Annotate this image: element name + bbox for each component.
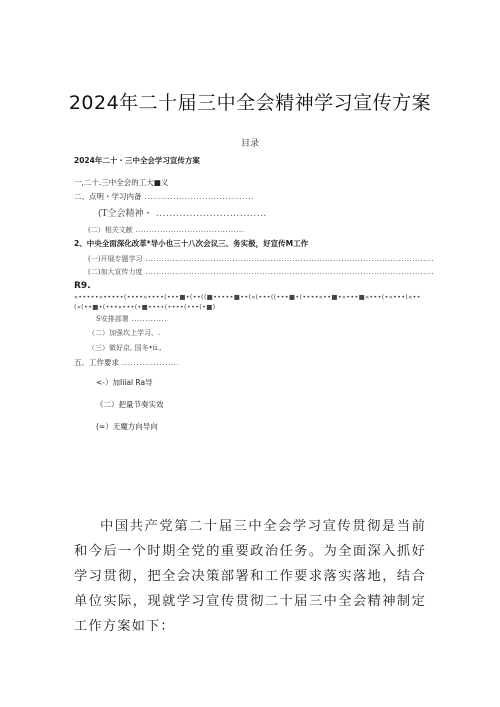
toc-entry-section-2-2[interactable]: (二）相关文献 ..... — [88, 225, 244, 235]
toc-entry-section-5-1[interactable]: <-）加Iiial Ra导 — [96, 378, 153, 387]
toc-entry-main-title[interactable]: 2024年二十・三中全会学习宣传方案 — [74, 156, 200, 165]
toc-entry-section-4[interactable]: R9. — [74, 281, 91, 291]
toc-entry-section-4-3[interactable]: （三）做好京, 国冬•ii., — [88, 344, 162, 352]
toc-entry-section-3-2[interactable]: (二)加大宣传力度 ..... — [88, 267, 434, 277]
toc-heading: 目录 — [240, 139, 259, 149]
toc-entry-section-2-1[interactable]: (T仝会精神・ ..... — [98, 208, 266, 221]
toc-entry-section-2[interactable]: 二、点明・学习内备 ..... — [74, 192, 254, 202]
toc-entry-section-3-1[interactable]: (一)开展专题学习 ..... — [88, 254, 434, 264]
toc-garbled-line: «•••••«•••••(••••«••••(•••■•(••((■•••••■••(«(•••((•••■•(••••«••■•«•••■«•••(•«•••(«••(«(••■•(•••«•••(•■••••(••••(•••(•■) — [74, 293, 421, 311]
toc-entry-section-4-1[interactable]: S安排部署 ..... — [96, 314, 168, 324]
toc-entry-section-5-2[interactable]: 《二）把量节奏实效 — [96, 400, 164, 409]
toc-entry-section-5-3[interactable]: (≈）无魔方向导向 — [96, 422, 158, 431]
intro-paragraph: 中国共产党第二十届三中全会学习宣传贯彻是当前和今后一个时期全党的重要政治任务。为全面深入抓好学习贯彻，把全会决策部署和工作要求落实落地，结合单位实际，现就学习宣传贯彻二十届三中全会精神制定工作方案如下： — [74, 519, 426, 634]
toc-entry-section-4-2[interactable]: （二）加强坎上学习、. — [88, 329, 161, 337]
toc-entry-section-1[interactable]: 一,二十.三中全会的工大■义 — [74, 178, 169, 187]
toc-entry-section-3[interactable]: 2、中央全面深化改革*导小也三十八次会议三、务实极，好宣传M工作 — [74, 239, 309, 248]
toc-entry-section-5[interactable]: 五、工作要求 ..... — [74, 358, 178, 368]
document-title: 2024年二十届三中全会精神学习宣传方案 — [68, 92, 432, 114]
